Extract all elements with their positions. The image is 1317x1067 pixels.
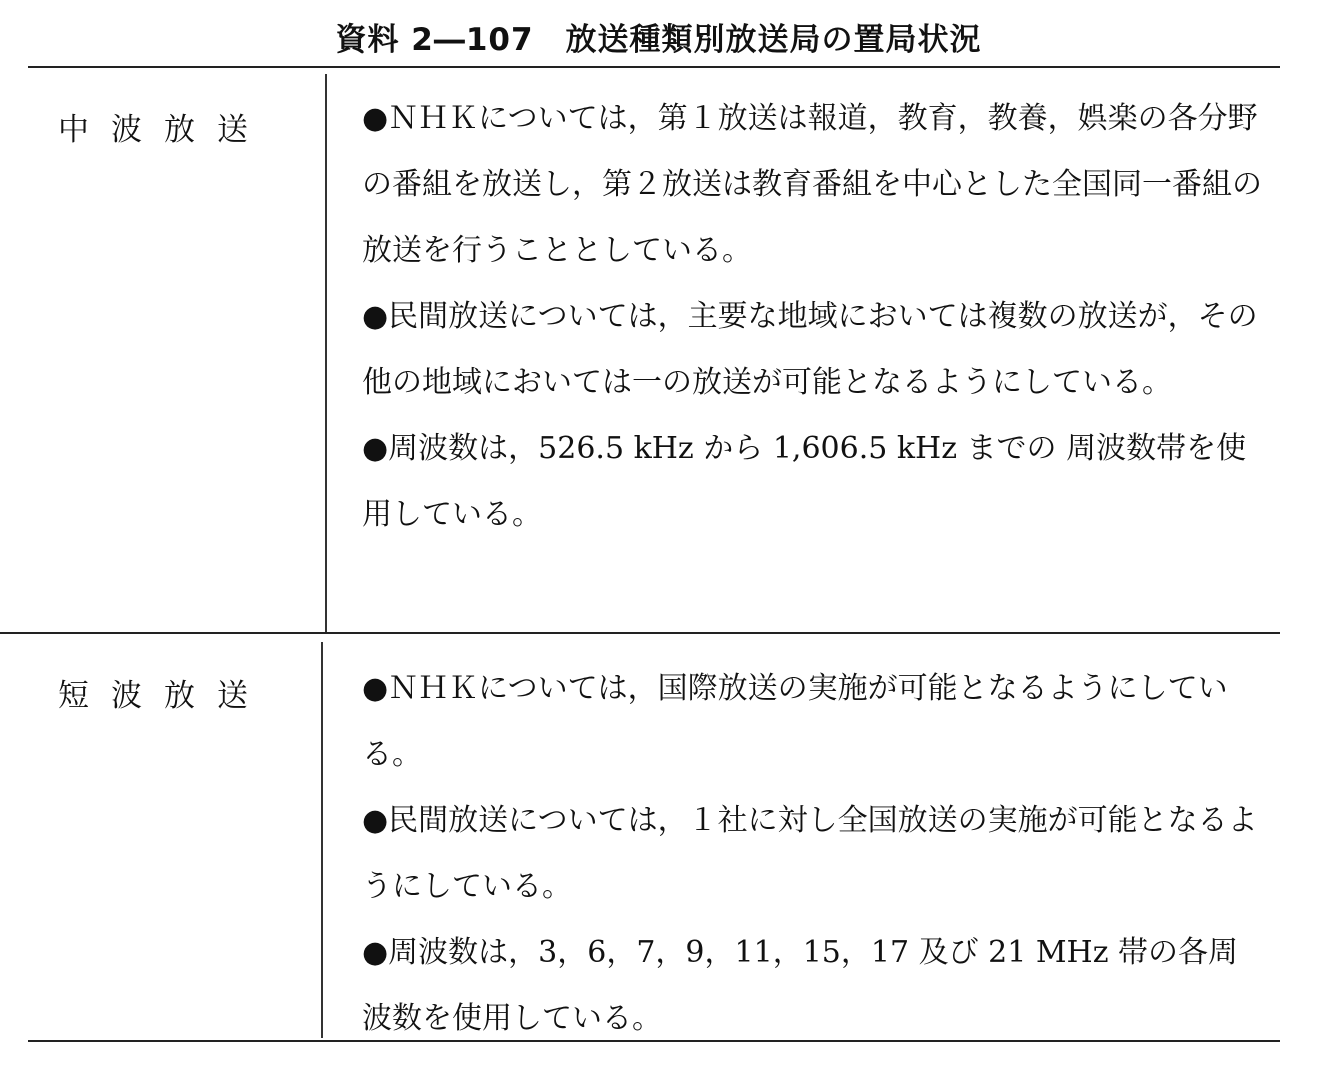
medium-wave-description bbox=[362, 86, 1262, 548]
paragraph: ●周波数は，3，6，7，9，11，15，17 及び 21 MHz 帯の各周波数を使用している。 bbox=[362, 935, 1239, 1036]
document-title: 資料 2―107 放送種類別放送局の置局状況 bbox=[335, 22, 982, 58]
paragraph: ●民間放送については，１社に対し全国放送の実施が可能となるようにしている。 bbox=[362, 803, 1258, 904]
column-divider-1 bbox=[325, 74, 327, 634]
bottom-rule bbox=[28, 1040, 1280, 1042]
column-divider-2 bbox=[321, 642, 323, 1038]
paragraph: ●ＮＨＫについては，国際放送の実施が可能となるようにしている。 bbox=[362, 671, 1228, 772]
short-wave-description bbox=[362, 656, 1262, 1052]
paragraph: ●民間放送については，主要な地域においては複数の放送が，その他の地域においては一の放送が可能となるようにしている。 bbox=[362, 299, 1258, 400]
paragraph: ●周波数は，526.5 kHz から 1,606.5 kHz までの 周波数帯を使用している。 bbox=[362, 431, 1247, 532]
row-separator bbox=[0, 632, 1280, 634]
row-label-short-wave: 短波放送 bbox=[58, 678, 270, 714]
paragraph: ●ＮＨＫについては，第１放送は報道，教育，教養，娯楽の各分野の番組を放送し，第２放送は教育番組を中心とした全国同一番組の放送を行うこととしている。 bbox=[362, 101, 1262, 268]
row-label-medium-wave: 中波放送 bbox=[58, 112, 270, 148]
top-rule bbox=[28, 66, 1280, 68]
